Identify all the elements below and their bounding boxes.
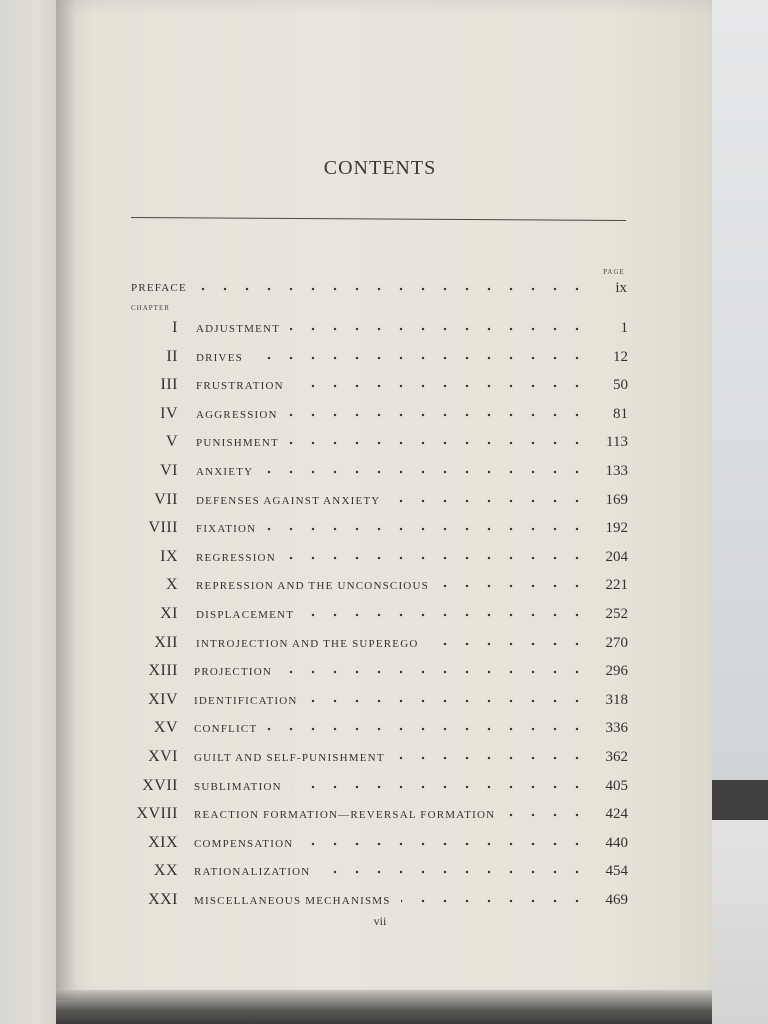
page-column-header: PAGE	[603, 268, 625, 276]
chapter-numeral: XX	[153, 862, 178, 880]
dot-leader	[505, 809, 588, 821]
toc-entry	[0, 370, 768, 394]
dot-leader	[294, 380, 588, 392]
toc-entry-title: RATIONALIZATION	[194, 866, 311, 879]
dot-leader	[401, 895, 588, 907]
dot-leader	[390, 495, 588, 507]
toc-entry	[0, 599, 768, 623]
toc-entry-page: 270	[605, 634, 628, 651]
chapter-numeral: XVIII	[136, 805, 178, 823]
toc-entry-page: 296	[605, 663, 628, 680]
toc-entry	[0, 542, 768, 566]
toc-entry-page: 424	[605, 806, 628, 823]
chapter-numeral: XI	[160, 605, 178, 622]
dot-leader	[308, 695, 588, 707]
toc-entry-title: REPRESSION AND THE UNCONSCIOUS	[196, 580, 429, 593]
chapter-numeral: XVII	[142, 776, 178, 794]
contents-title: CONTENTS	[323, 157, 437, 179]
toc-entry	[0, 685, 768, 709]
toc-entry-page: 336	[605, 720, 628, 737]
chapter-numeral: XVI	[148, 748, 178, 765]
toc-entry-title: FIXATION	[196, 523, 257, 536]
toc-entry	[0, 399, 768, 423]
page-folio: vii	[373, 914, 387, 928]
dot-leader	[304, 609, 588, 621]
toc-entry-title: INTROJECTION AND THE SUPEREGO	[196, 637, 419, 650]
toc-entry	[0, 656, 768, 680]
toc-entry-page: 12	[613, 348, 628, 365]
toc-entry-title: DRIVES	[196, 351, 243, 364]
dot-leader	[288, 409, 588, 421]
chapter-numeral: VII	[154, 490, 178, 508]
chapter-numeral: XIV	[148, 690, 178, 708]
chapter-numeral: XV	[153, 719, 178, 737]
chapter-numeral: V	[165, 433, 178, 451]
toc-entry-title: MISCELLANEOUS MECHANISMS	[194, 895, 391, 907]
dot-leader	[289, 437, 588, 449]
dot-leader	[286, 552, 588, 564]
toc-entry	[0, 485, 768, 509]
toc-entry-title: REACTION FORMATION—REVERSAL FORMATION	[194, 809, 496, 822]
toc-entry-title: GUILT AND SELF-PUNISHMENT	[194, 752, 385, 764]
toc-entry-title: DISPLACEMENT	[196, 609, 295, 621]
chapter-numeral: XIX	[148, 833, 178, 851]
toc-entry	[0, 856, 768, 880]
toc-entry	[0, 456, 768, 480]
toc-entry	[0, 771, 768, 795]
chapter-numeral: VIII	[148, 519, 178, 537]
chapter-numeral: III	[160, 376, 178, 394]
toc-entry	[0, 628, 768, 652]
toc-entry-title: FRUSTRATION	[196, 380, 284, 393]
chapter-numeral: X	[165, 576, 178, 594]
dot-leader	[429, 638, 588, 650]
dot-leader	[267, 723, 588, 735]
toc-entry	[0, 513, 768, 537]
page-bottom-edge	[56, 990, 712, 1024]
toc-entry-page: 252	[605, 606, 628, 622]
toc-entry-title: REGRESSION	[196, 551, 276, 564]
dot-leader	[290, 323, 588, 335]
toc-entry-page: 81	[613, 405, 628, 422]
toc-entry	[0, 342, 768, 366]
chapter-numeral: XII	[154, 633, 178, 651]
chapter-numeral: I	[172, 319, 178, 336]
chapter-numeral: II	[166, 347, 178, 365]
chapter-column-header: CHAPTER	[131, 304, 170, 312]
toc-entry	[0, 742, 768, 766]
toc-entry	[0, 799, 768, 823]
dot-leader	[197, 283, 588, 295]
toc-entry-page: ix	[615, 280, 627, 296]
dot-leader	[439, 580, 588, 592]
toc-entry-page: 1	[620, 320, 628, 336]
toc-entry-page: 454	[605, 863, 628, 880]
toc-entry-page: 133	[605, 463, 628, 479]
toc-entry-title: PREFACE	[131, 282, 187, 294]
toc-entry-title: COMPENSATION	[194, 837, 294, 850]
dot-leader	[253, 352, 588, 364]
toc-entry-page: 192	[605, 520, 628, 537]
toc-entry-page: 221	[605, 577, 628, 594]
toc-entry	[0, 828, 768, 852]
toc-entry-page: 318	[605, 691, 628, 708]
toc-entry-page: 362	[605, 749, 628, 765]
toc-entry-page: 113	[606, 434, 628, 451]
toc-entry-page: 405	[605, 777, 628, 794]
toc-entry-page: 169	[605, 491, 628, 508]
chapter-numeral: IX	[160, 547, 178, 565]
toc-entry-page: 50	[613, 377, 628, 394]
dot-leader	[395, 752, 588, 764]
toc-entry-title: PROJECTION	[194, 666, 273, 679]
chapter-numeral: VI	[160, 462, 178, 479]
dot-leader	[266, 523, 588, 535]
toc-entry	[0, 570, 768, 594]
toc-entry-title: ANXIETY	[196, 466, 254, 478]
dot-leader	[292, 781, 588, 793]
toc-entry	[0, 713, 768, 737]
toc-entry-title: DEFENSES AGAINST ANXIETY	[196, 494, 381, 507]
toc-entry	[0, 885, 768, 909]
toc-entry-title: SUBLIMATION	[194, 780, 282, 793]
dot-leader	[320, 866, 588, 878]
chapter-numeral: IV	[160, 404, 178, 422]
toc-entry-title: ADJUSTMENT	[196, 323, 281, 335]
toc-entry	[0, 427, 768, 451]
toc-entry	[0, 313, 768, 337]
toc-entry-page: 469	[605, 892, 628, 908]
dot-leader	[282, 666, 588, 678]
toc-entry-page: 440	[605, 834, 628, 851]
chapter-numeral: XIII	[148, 662, 178, 680]
toc-entry-title: PUNISHMENT	[196, 437, 279, 450]
dot-leader	[303, 838, 588, 850]
toc-entry-page: 204	[605, 548, 628, 565]
dot-leader	[263, 466, 588, 478]
toc-entry-title: IDENTIFICATION	[194, 694, 298, 707]
toc-entry-title: CONFLICT	[194, 723, 258, 736]
toc-entry-title: AGGRESSION	[196, 408, 278, 421]
chapter-numeral: XXI	[148, 891, 178, 908]
toc-entry-preface	[0, 273, 768, 297]
